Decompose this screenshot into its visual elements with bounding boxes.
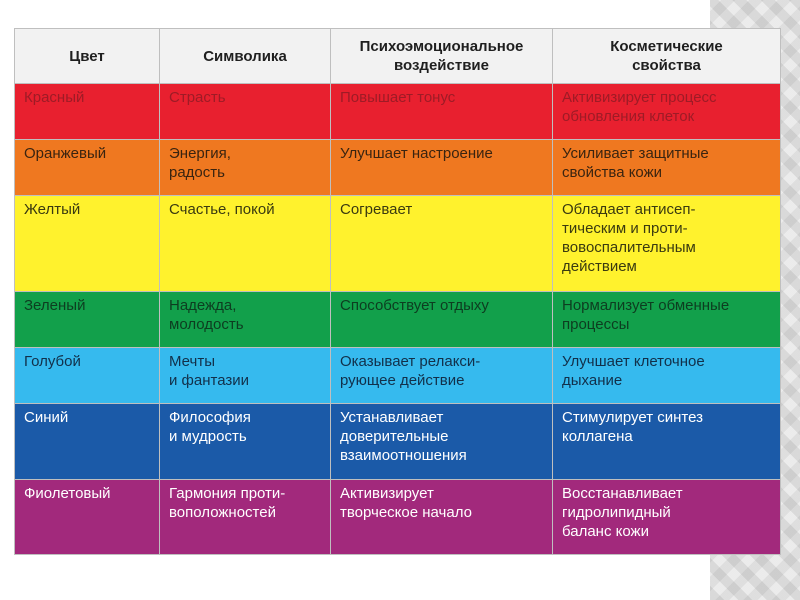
cell-color-name: Зеленый — [15, 292, 160, 348]
cell-effect: Устанавливает доверительные взаимоотношения — [331, 404, 553, 480]
cell-effect: Способствует отдыху — [331, 292, 553, 348]
cell-cosmetic: Активизирует процесс обновления клеток — [553, 84, 781, 140]
cell-effect: Активизирует творческое начало — [331, 480, 553, 555]
header-symbolism: Символика — [160, 29, 331, 84]
cell-symbolism: Гармония проти- воположностей — [160, 480, 331, 555]
cell-symbolism: Надежда, молодость — [160, 292, 331, 348]
cell-cosmetic: Стимулирует синтез коллагена — [553, 404, 781, 480]
table-row-green — [15, 292, 781, 348]
cell-effect: Улучшает настроение — [331, 140, 553, 196]
color-properties-table-container — [14, 28, 780, 540]
cell-cosmetic: Восстанавливает гидролипидный баланс кожи — [553, 480, 781, 555]
table-row-violet — [15, 480, 781, 555]
cell-cosmetic: Усиливает защитные свойства кожи — [553, 140, 781, 196]
cell-symbolism: Философия и мудрость — [160, 404, 331, 480]
table-row-blue — [15, 404, 781, 480]
table-row-red — [15, 84, 781, 140]
table-row-yellow — [15, 196, 781, 292]
cell-effect: Повышает тонус — [331, 84, 553, 140]
cell-cosmetic: Улучшает клеточное дыхание — [553, 348, 781, 404]
table-row-light-blue — [15, 348, 781, 404]
table-row-orange — [15, 140, 781, 196]
header-psycho-emotional-effect: Психоэмоциональное воздействие — [331, 29, 553, 84]
cell-symbolism: Мечты и фантазии — [160, 348, 331, 404]
cell-symbolism: Энергия, радость — [160, 140, 331, 196]
cell-symbolism: Счастье, покой — [160, 196, 331, 292]
cell-cosmetic: Нормализует обменные процессы — [553, 292, 781, 348]
cell-effect: Согревает — [331, 196, 553, 292]
header-cosmetic-properties: Косметические свойства — [553, 29, 781, 84]
cell-color-name: Фиолетовый — [15, 480, 160, 555]
cell-color-name: Синий — [15, 404, 160, 480]
cell-cosmetic: Обладает антисеп- тическим и проти- вовоспалительным действием — [553, 196, 781, 292]
cell-effect: Оказывает релакси- рующее действие — [331, 348, 553, 404]
cell-color-name: Голубой — [15, 348, 160, 404]
table-header-row — [15, 29, 781, 84]
cell-color-name: Оранжевый — [15, 140, 160, 196]
cell-symbolism: Страсть — [160, 84, 331, 140]
header-color: Цвет — [15, 29, 160, 84]
cell-color-name: Желтый — [15, 196, 160, 292]
color-properties-table — [14, 28, 781, 555]
cell-color-name: Красный — [15, 84, 160, 140]
